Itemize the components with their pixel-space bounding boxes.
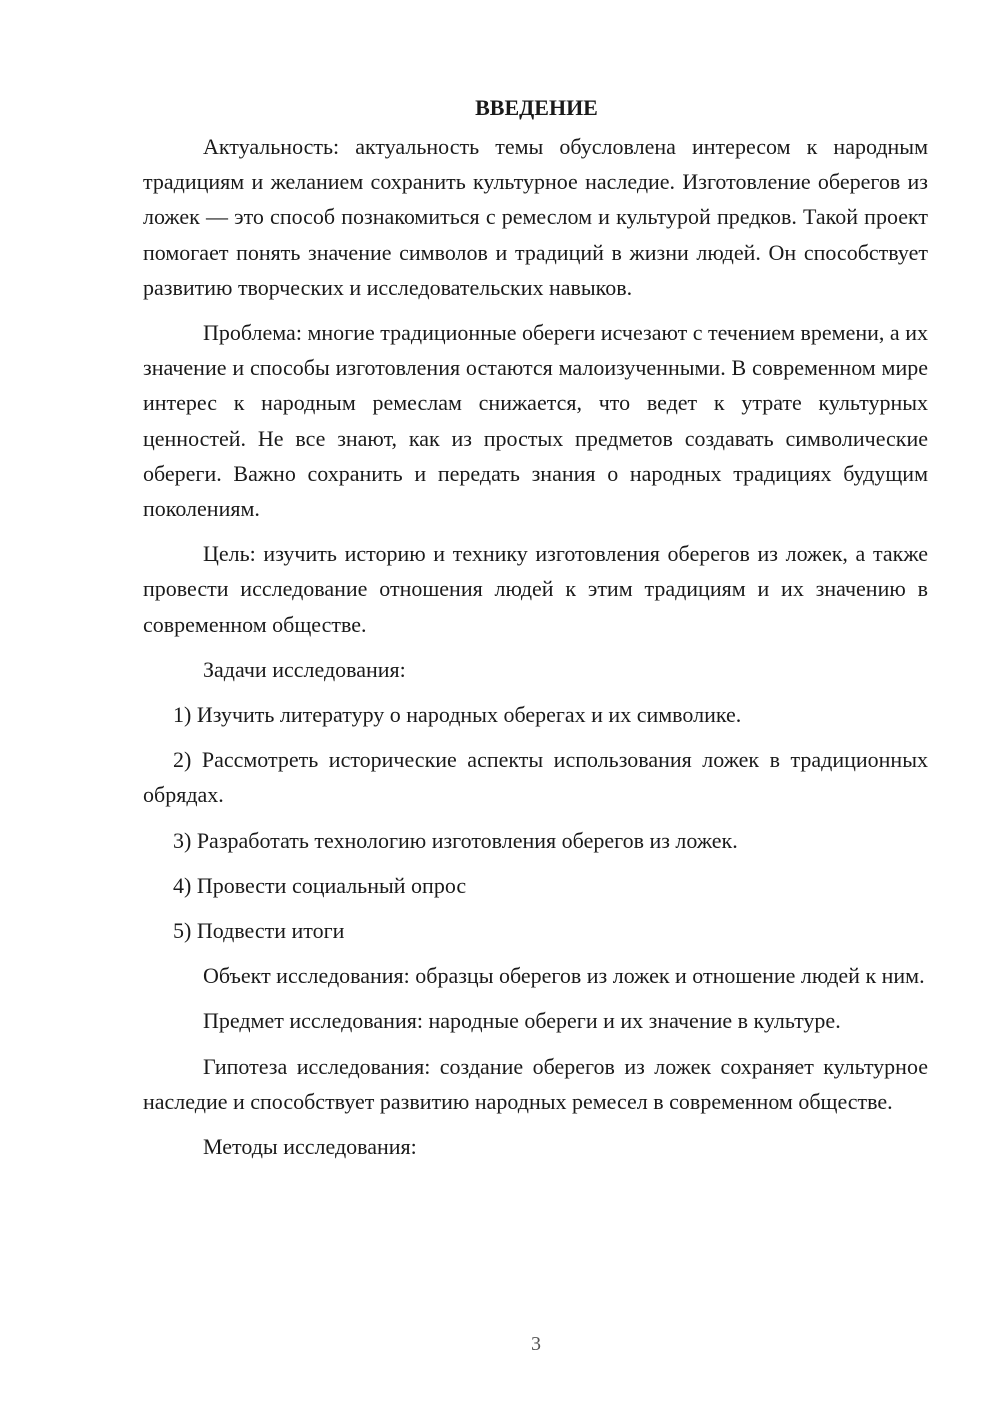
page-number: 3 — [531, 1333, 541, 1355]
task-item: 3) Разработать технологию изготовления оберегов из ложек. — [173, 827, 738, 853]
task-item: 4) Провести социальный опрос — [173, 872, 467, 898]
object-paragraph: Объект исследования: образцы оберегов из ложек и отношение людей к ним. — [203, 963, 925, 989]
task-item: 1) Изучить литературу о народных оберегах и их символике. — [173, 702, 742, 728]
task-item: 5) Подвести итоги — [173, 918, 345, 944]
goal-paragraph: Цель: изучить историю и технику изготовления оберегов из ложек, а также провести исследование отношения людей к этим традициям и их значению в современном обществе. — [143, 541, 928, 637]
tasks-heading: Задачи исследования: — [203, 656, 406, 682]
problem-paragraph: Проблема: многие традиционные обереги исчезают с течением времени, а их значение и способы изготовления остаются малоизученными. В современном мире интерес к народным ремеслам снижается, что ведет к утрате культурных ценностей. Не все знают, как из простых предметов создавать символические обереги. Важно сохранить и передать знания о народных традициях будущим поколениям. — [143, 320, 928, 522]
relevance-paragraph: Актуальность: актуальность темы обусловлена интересом к народным традициям и желанием сохранить культурное наследие. Изготовление оберегов из ложек — это способ познакомиться с ремеслом и культурой предков. Такой проект помогает понять значение символов и традиций в жизни людей. Он способствует развитию творческих и исследовательских навыков. — [143, 134, 928, 300]
subject-paragraph: Предмет исследования: народные обереги и их значение в культуре. — [203, 1008, 841, 1034]
section-title: ВВЕДЕНИЕ — [475, 95, 598, 120]
methods-heading: Методы исследования: — [203, 1134, 417, 1160]
hypothesis-paragraph: Гипотеза исследования: создание оберегов из ложек сохраняет культурное наследие и способствует развитию народных ремесел в современном обществе. — [143, 1053, 928, 1114]
document-page — [143, 90, 928, 1174]
task-item: 2) Рассмотреть исторические аспекты использования ложек в традиционных обрядах. — [143, 747, 928, 808]
